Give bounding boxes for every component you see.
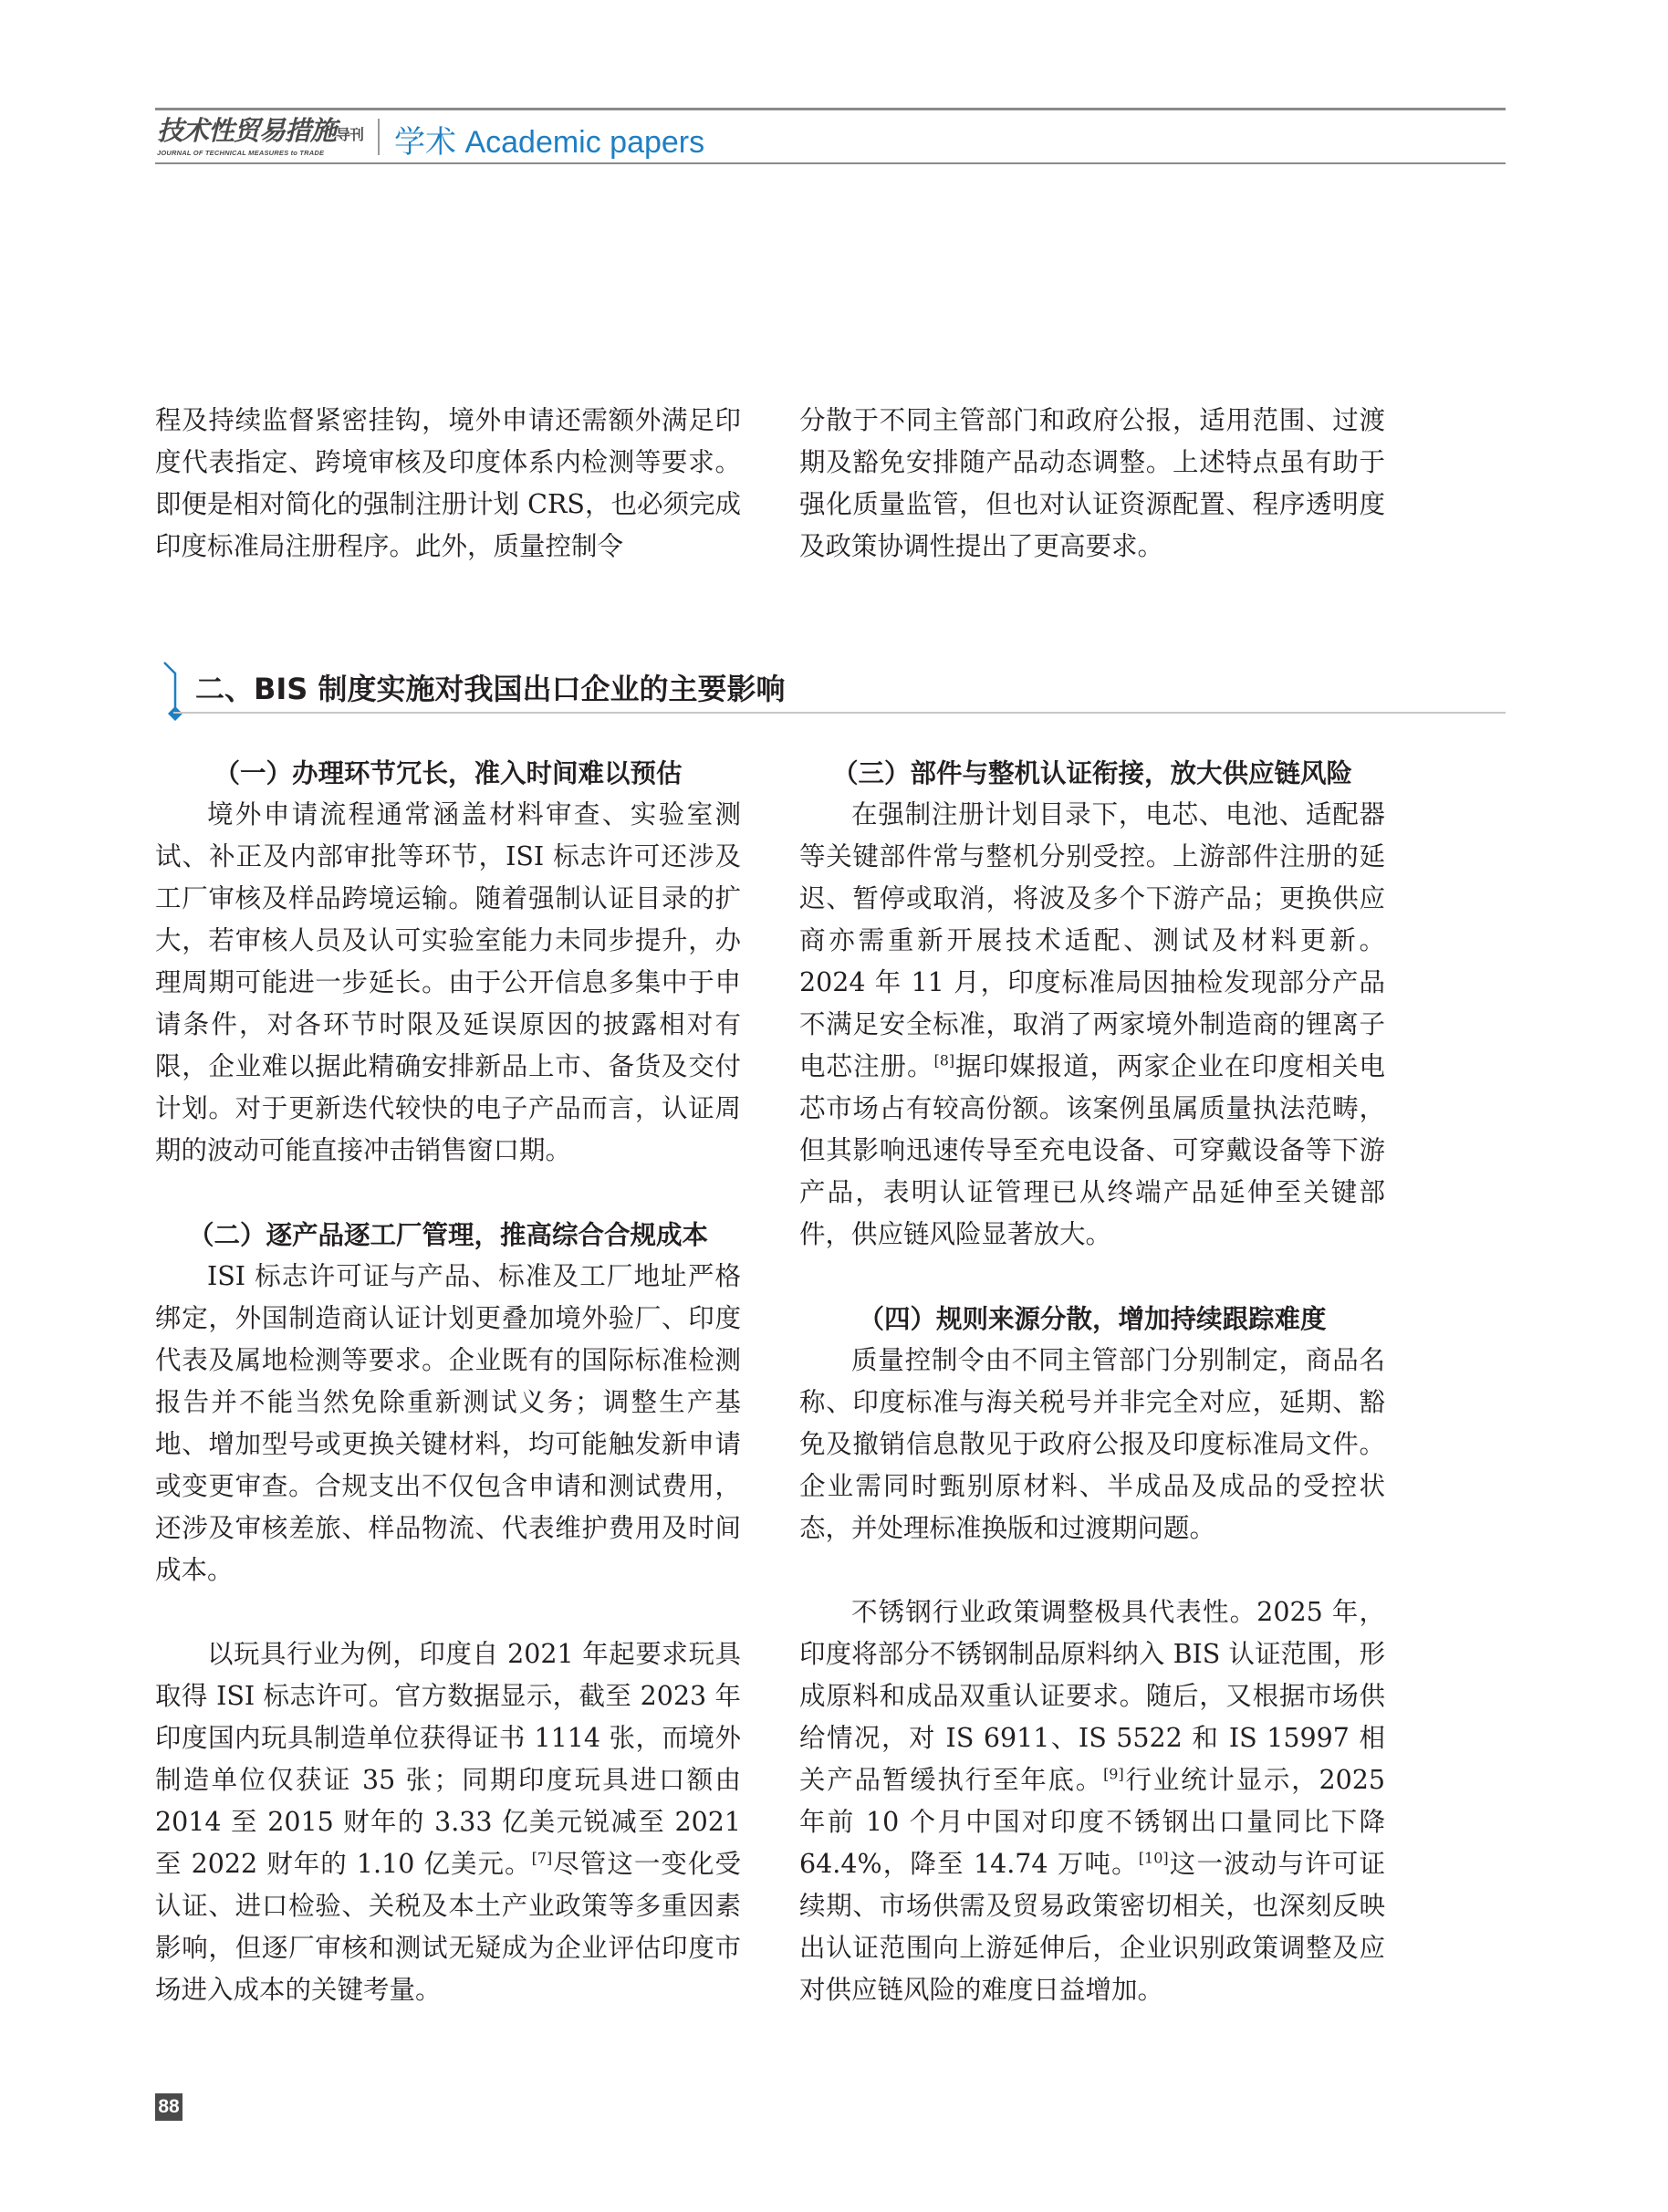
- logo-cn-suffix: 导刊: [336, 126, 364, 143]
- logo-en-text: JOURNAL OF TECHNICAL MEASURES to TRADE: [157, 149, 325, 157]
- citation-8: [8]: [933, 1051, 955, 1069]
- paragraph-3: [155, 1633, 741, 2011]
- paragraph-6-text-a: 不锈钢行业政策调整极具代表性。2025 年，印度将部分不锈钢制品原料纳入 BIS 认证范围，形成原料和成品双重认证要求。随后，又根据市场供给情况，对 IS 6911、IS 5522 和 IS 15997 相关产品暂缓执行至年底。: [799, 1597, 1385, 1795]
- paragraph-1: 境外申请流程通常涵盖材料审查、实验室测试、补正及内部审批等环节，ISI 标志许可还涉及工厂审核及样品跨境运输。随着强制认证目录的扩大，若审核人员及认可实验室能力未同步提升，办理周期可能进一步延长。由于公开信息多集中于申请条件，对各环节时限及延误原因的披露相对有限，企业难以据此精确安排新品上市、备货及交付计划。对于更新迭代较快的电子产品而言，认证周期的波动可能直接冲击销售窗口期。: [155, 799, 741, 1165]
- subheading-3: （三）部件与整机认证衔接，放大供应链风险: [831, 757, 1352, 788]
- paragraph-6-text-b: 行业统计显示，2025 年前 10 个月中国对印度不锈钢出口量同比下降 64.4%，降至 14.74 万吨。: [799, 1765, 1385, 1879]
- journal-header: [155, 108, 1506, 164]
- section-label: 学术 Academic papers: [394, 125, 705, 160]
- top-right-paragraph: 分散于不同主管部门和政府公报，适用范围、过渡期及豁免安排随产品动态调整。上述特点虽有助于强化质量监管，但也对认证资源配置、程序透明度及政策协调性提出了更高要求。: [799, 405, 1385, 561]
- paragraph-6: [799, 1591, 1385, 2011]
- heading-underline: [173, 712, 1506, 714]
- paragraph-4-text-b: 据印媒报道，两家企业在印度相关电芯市场占有较高份额。该案例虽属质量执法范畴，但其影响迅速传导至充电设备、可穿戴设备等下游产品，表明认证管理已从终端产品延伸至关键部件，供应链风险显著放大。: [799, 1051, 1385, 1249]
- paragraph-5: 质量控制令由不同主管部门分别制定，商品名称、印度标准与海关税号并非完全对应，延期、豁免及撤销信息散见于政府公报及印度标准局文件。企业需同时甄别原材料、半成品及成品的受控状态，并处理标准换版和过渡期问题。: [799, 1345, 1385, 1543]
- header-top-rule: [155, 108, 1506, 110]
- logo-cn-text: 技术性贸易措施: [157, 115, 337, 146]
- header-bottom-rule: [155, 162, 1506, 164]
- subheading-1: （一）办理环节冗长，准入时间难以预估: [214, 757, 683, 788]
- paragraph-2: ISI 标志许可证与产品、标准及工厂地址严格绑定，外国制造商认证计划更叠加境外验厂、印度代表及属地检测等要求。企业既有的国际标准检测报告并不能当然免除重新测试义务；调整生产基地、增加型号或更换关键材料，均可能触发新申请或变更审查。合规支出不仅包含申请和测试费用，还涉及审核差旅、样品物流、代表维护费用及时间成本。: [155, 1261, 741, 1585]
- citation-9: [9]: [1103, 1765, 1124, 1783]
- section-heading-block: [155, 659, 1506, 725]
- subheading-4: （四）规则来源分散，增加持续跟踪难度: [858, 1303, 1327, 1334]
- page-number: 88: [155, 2093, 182, 2121]
- paragraph-3-text-a: 以玩具行业为例，印度自 2021 年起要求玩具取得 ISI 标志许可。官方数据显示，截至 2023 年印度国内玩具制造单位获得证书 1114 张，而境外制造单位仅获证 35 张；同期印度玩具进口额由 2014 至 2015 财年的 3.33 亿美元锐减至 2021 至 2022 财年的 1.10 亿美元。: [155, 1639, 741, 1879]
- paragraph-4: [799, 794, 1385, 1256]
- heading-bracket-icon: [155, 659, 195, 725]
- section-heading: 二、BIS 制度实施对我国出口企业的主要影响: [195, 672, 786, 706]
- citation-10: [10]: [1138, 1849, 1169, 1867]
- paragraph-3-text-b: 尽管这一变化受认证、进口检验、关税及本土产业政策等多重因素影响，但逐厂审核和测试无疑成为企业评估印度市场进入成本的关键考量。: [155, 1849, 741, 2005]
- journal-logo: [157, 117, 372, 159]
- header-separator: [378, 119, 380, 155]
- paragraph-6-text-c: 这一波动与许可证续期、市场供需及贸易政策密切相关，也深刻反映出认证范围向上游延伸后，企业识别政策调整及应对供应链风险的难度日益增加。: [799, 1849, 1385, 2005]
- paragraph-4-text-a: 在强制注册计划目录下，电芯、电池、适配器等关键部件常与整机分别受控。上游部件注册的延迟、暂停或取消，将波及多个下游产品；更换供应商亦需重新开展技术适配、测试及材料更新。2024 年 11 月，印度标准局因抽检发现部分产品不满足安全标准，取消了两家境外制造商的锂离子电芯注册。: [799, 799, 1385, 1081]
- citation-7: [7]: [531, 1849, 553, 1867]
- subheading-2: （二）逐产品逐工厂管理，推高综合合规成本: [187, 1219, 708, 1250]
- top-left-paragraph: 程及持续监督紧密挂钩，境外申请还需额外满足印度代表指定、跨境审核及印度体系内检测等要求。即便是相对简化的强制注册计划 CRS，也必须完成印度标准局注册程序。此外，质量控制令: [155, 405, 741, 561]
